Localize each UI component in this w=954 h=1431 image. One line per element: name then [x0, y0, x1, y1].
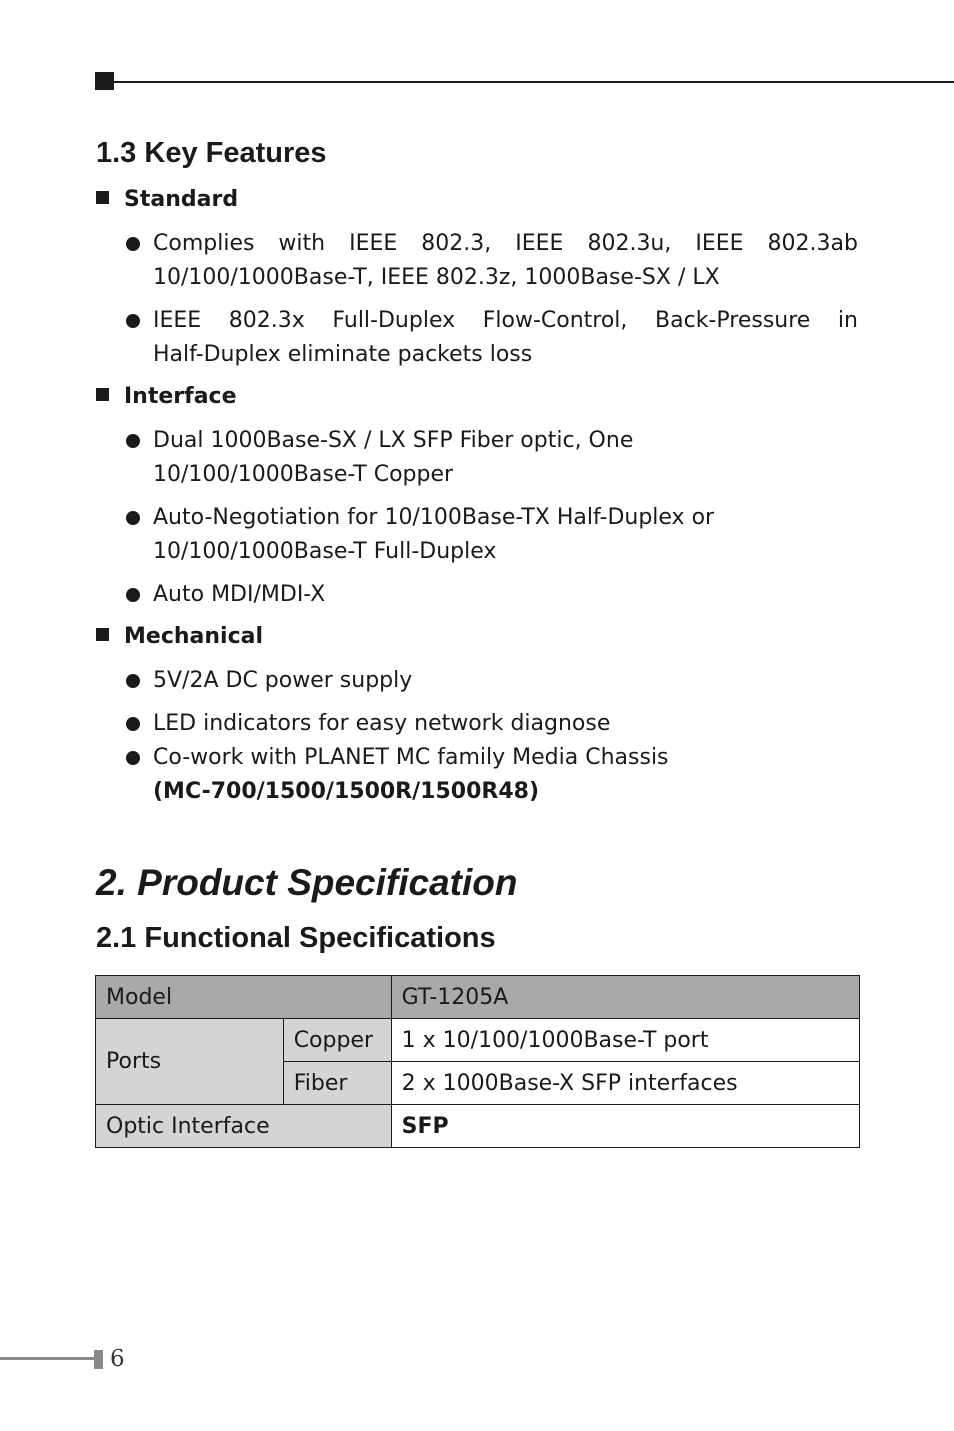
list-item-line: Complies with IEEE 802.3, IEEE 802.3u, IEEE 802.3ab — [153, 231, 858, 256]
list-item-line: Auto MDI/MDI-X — [153, 582, 326, 607]
list-item-line: IEEE 802.3x Full-Duplex Flow-Control, Back-Pressure in — [153, 308, 858, 333]
category-label: Interface — [124, 384, 237, 409]
list-item — [124, 227, 858, 295]
table-cell: Ports — [96, 1019, 284, 1105]
list-item-line: Auto-Negotiation for 10/100Base-TX Half-Duplex or — [153, 505, 715, 530]
list-item — [124, 304, 858, 372]
list-item-line: Co-work with PLANET MC family Media Chassis — [153, 745, 669, 770]
table-cell: Optic Interface — [96, 1105, 392, 1148]
section-title-key-features: 1.3 Key Features — [96, 137, 327, 169]
table-row — [96, 976, 860, 1019]
table-cell: Copper — [283, 1019, 391, 1062]
list-item-line: 10/100/1000Base-T Full-Duplex — [153, 539, 497, 564]
list-item — [124, 707, 858, 741]
table-cell: 2 x 1000Base-X SFP interfaces — [391, 1062, 859, 1105]
table-row — [96, 1019, 860, 1062]
category-standard — [96, 187, 238, 212]
square-bullet-icon — [96, 388, 109, 401]
category-mechanical — [96, 624, 263, 649]
bullet-dot-icon — [126, 314, 140, 328]
list-item — [124, 741, 858, 809]
list-item-line: 5V/2A DC power supply — [153, 668, 413, 693]
bullet-dot-icon — [126, 434, 140, 448]
bullet-dot-icon — [126, 751, 140, 765]
list-item — [124, 501, 858, 569]
table-cell: GT-1205A — [391, 976, 859, 1019]
category-label: Standard — [124, 187, 239, 212]
square-bullet-icon — [96, 191, 109, 204]
list-item — [124, 664, 858, 698]
header-rule — [95, 81, 954, 83]
bullet-dot-icon — [126, 237, 140, 251]
table-cell: SFP — [391, 1105, 859, 1148]
bullet-dot-icon — [126, 511, 140, 525]
section-title-functional-specifications: 2.1 Functional Specifications — [96, 922, 496, 954]
bullet-dot-icon — [126, 588, 140, 602]
bullet-dot-icon — [126, 674, 140, 688]
list-item-line: Half-Duplex eliminate packets loss — [153, 342, 533, 367]
spec-table — [95, 975, 860, 1148]
table-cell: Fiber — [283, 1062, 391, 1105]
table-row — [96, 1105, 860, 1148]
chapter-title-product-specification: 2. Product Specification — [96, 862, 518, 903]
footer-rule — [0, 1357, 95, 1360]
table-cell: Model — [96, 976, 392, 1019]
category-interface — [96, 384, 237, 409]
list-item — [124, 424, 858, 492]
square-bullet-icon — [96, 628, 109, 641]
list-item-line: (MC-700/1500/1500R/1500R48) — [153, 779, 539, 804]
list-item-line: LED indicators for easy network diagnose — [153, 711, 611, 736]
list-item — [124, 578, 858, 612]
list-item-line: 10/100/1000Base-T Copper — [153, 462, 454, 487]
table-cell: 1 x 10/100/1000Base-T port — [391, 1019, 859, 1062]
bullet-dot-icon — [126, 717, 140, 731]
page-number: 6 — [110, 1346, 125, 1372]
category-label: Mechanical — [124, 624, 263, 649]
list-item-line: 10/100/1000Base-T, IEEE 802.3z, 1000Base-SX / LX — [153, 265, 720, 290]
footer-marker — [94, 1350, 103, 1369]
list-item-line: Dual 1000Base-SX / LX SFP Fiber optic, One — [153, 428, 634, 453]
